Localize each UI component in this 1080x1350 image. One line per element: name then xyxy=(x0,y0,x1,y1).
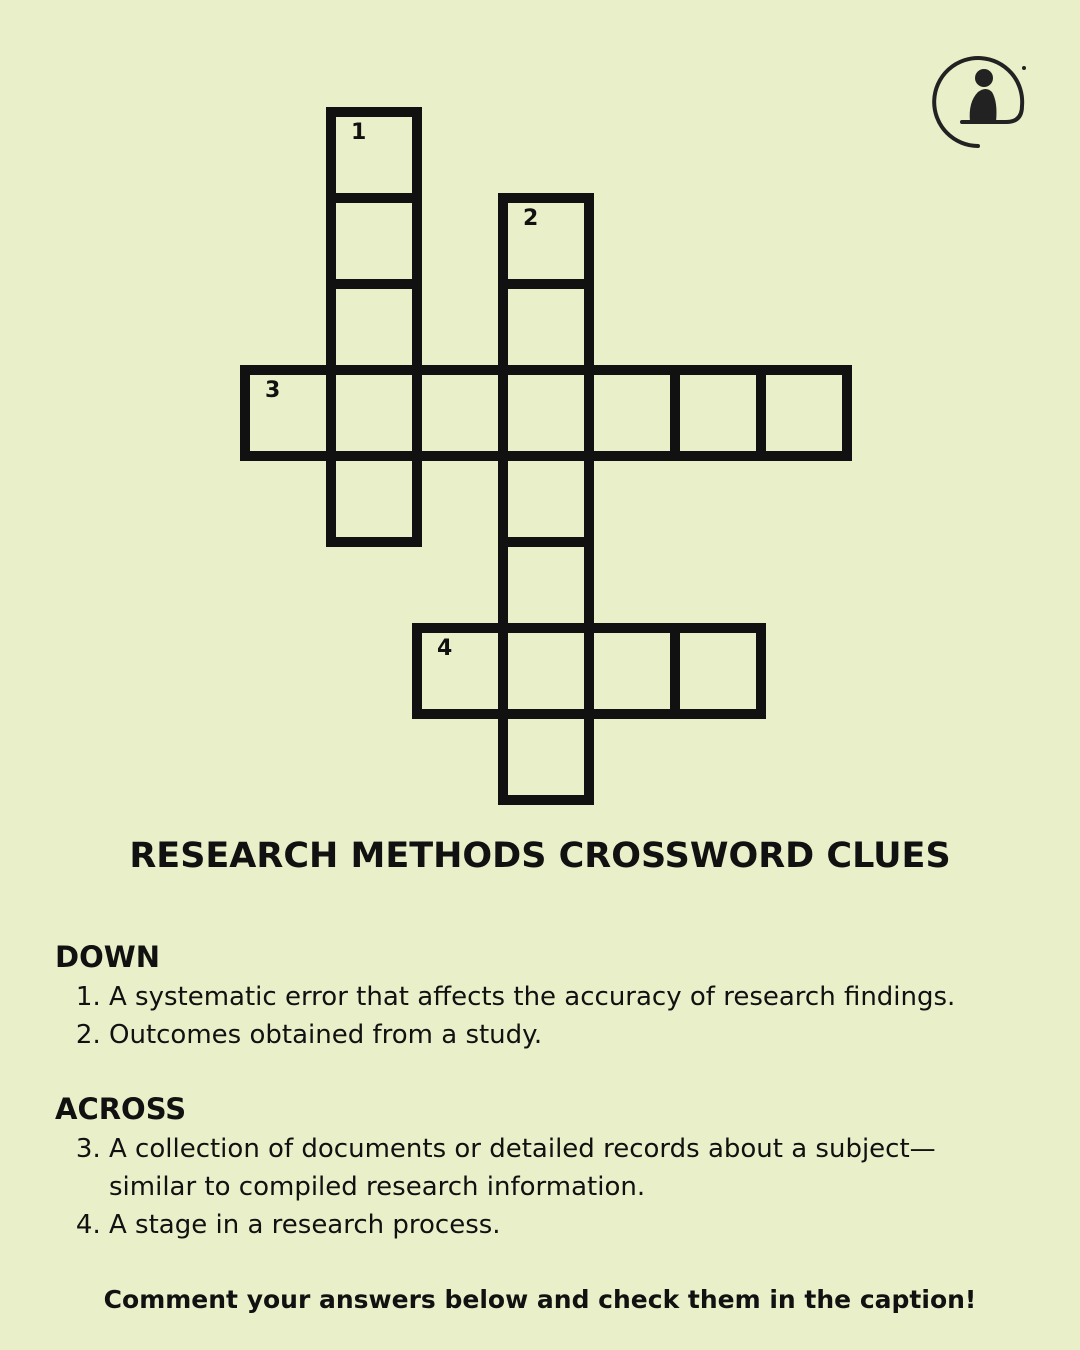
grid-cell[interactable] xyxy=(498,623,594,719)
grid-cell[interactable] xyxy=(412,365,508,461)
grid-cell[interactable] xyxy=(756,365,852,461)
clue-number-4: 4 xyxy=(437,636,453,661)
grid-cell[interactable] xyxy=(498,451,594,547)
monkey-logo-icon xyxy=(926,50,1030,154)
grid-cell[interactable] xyxy=(498,365,594,461)
grid-cell[interactable] xyxy=(412,623,508,719)
down-heading: DOWN xyxy=(55,940,160,974)
grid-cell[interactable] xyxy=(326,451,422,547)
grid-cell[interactable] xyxy=(584,623,680,719)
across-clue-3: 3. A collection of documents or detailed records about a subject—similar to compiled research information. xyxy=(109,1130,1035,1206)
down-clue-1: 1. A systematic error that affects the accuracy of research findings. xyxy=(109,978,1035,1016)
grid-cell[interactable] xyxy=(670,623,766,719)
footer-cta: Comment your answers below and check them in the caption! xyxy=(103,1285,977,1314)
across-clue-4: 4. A stage in a research process. xyxy=(109,1206,1035,1244)
clue-number-1: 1 xyxy=(351,120,367,145)
clues-title: RESEARCH METHODS CROSSWORD CLUES xyxy=(129,836,951,876)
down-clue-2: 2. Outcomes obtained from a study. xyxy=(109,1016,1035,1054)
grid-cell[interactable] xyxy=(326,365,422,461)
grid-cell[interactable] xyxy=(584,365,680,461)
grid-cell[interactable] xyxy=(326,193,422,289)
down-section xyxy=(55,940,1035,1054)
grid-cell[interactable] xyxy=(498,537,594,633)
grid-cell[interactable] xyxy=(326,107,422,203)
grid-cell[interactable] xyxy=(670,365,766,461)
clue-number-3: 3 xyxy=(265,378,281,403)
grid-cell[interactable] xyxy=(240,365,336,461)
clue-number-2: 2 xyxy=(523,206,539,231)
across-heading: ACROSS xyxy=(55,1092,187,1126)
grid-cell[interactable] xyxy=(498,279,594,375)
grid-cell[interactable] xyxy=(498,193,594,289)
grid-cell[interactable] xyxy=(498,709,594,805)
grid-cell[interactable] xyxy=(326,279,422,375)
across-section xyxy=(55,1092,1035,1244)
